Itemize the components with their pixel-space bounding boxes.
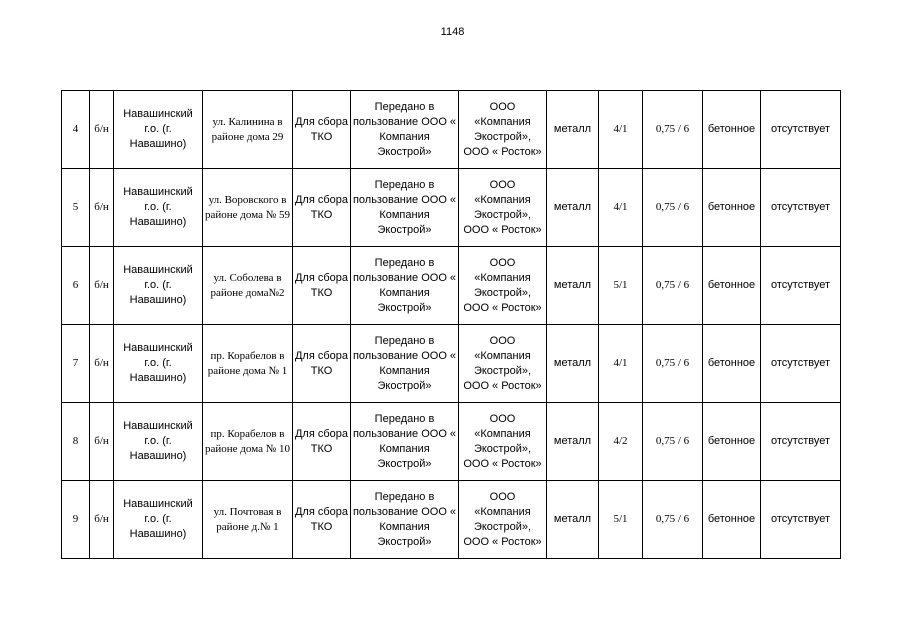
- volume-cell: 0,75 / 6: [643, 91, 703, 169]
- district-cell: Навашинский г.о. (г. Навашино): [114, 403, 203, 481]
- material-cell: металл: [547, 247, 599, 325]
- owner-cell: ООО «Компания Экострой», ООО « Росток»: [459, 481, 547, 559]
- material-cell: металл: [547, 169, 599, 247]
- district-cell: Навашинский г.о. (г. Навашино): [114, 169, 203, 247]
- address-cell: пр. Корабелов в районе дома № 1: [203, 325, 293, 403]
- surface-cell: бетонное: [703, 247, 761, 325]
- transfer-cell: Передано в пользование ООО « Компания Экострой»: [351, 169, 459, 247]
- material-cell: металл: [547, 481, 599, 559]
- containers-cell: 4/1: [599, 91, 643, 169]
- page-number: 1148: [440, 26, 465, 38]
- district-cell: Навашинский г.о. (г. Навашино): [114, 247, 203, 325]
- address-cell: ул. Почтовая в районе д.№ 1: [203, 481, 293, 559]
- row-number: 9: [62, 481, 90, 559]
- transfer-cell: Передано в пользование ООО « Компания Экострой»: [351, 91, 459, 169]
- surface-cell: бетонное: [703, 481, 761, 559]
- purpose-cell: Для сбора ТКО: [293, 403, 351, 481]
- fence-cell: отсутствует: [761, 91, 841, 169]
- row-bn: б/н: [90, 481, 114, 559]
- row-number: 7: [62, 325, 90, 403]
- containers-cell: 4/2: [599, 403, 643, 481]
- purpose-cell: Для сбора ТКО: [293, 247, 351, 325]
- transfer-cell: Передано в пользование ООО « Компания Экострой»: [351, 247, 459, 325]
- volume-cell: 0,75 / 6: [643, 325, 703, 403]
- containers-cell: 4/1: [599, 325, 643, 403]
- address-cell: пр. Корабелов в районе дома № 10: [203, 403, 293, 481]
- owner-cell: ООО «Компания Экострой», ООО « Росток»: [459, 403, 547, 481]
- purpose-cell: Для сбора ТКО: [293, 169, 351, 247]
- purpose-cell: Для сбора ТКО: [293, 325, 351, 403]
- row-bn: б/н: [90, 169, 114, 247]
- table-row: [62, 247, 841, 325]
- purpose-cell: Для сбора ТКО: [293, 481, 351, 559]
- purpose-cell: Для сбора ТКО: [293, 91, 351, 169]
- table-row: [62, 481, 841, 559]
- row-number: 4: [62, 91, 90, 169]
- surface-cell: бетонное: [703, 325, 761, 403]
- address-cell: ул. Воровского в районе дома № 59: [203, 169, 293, 247]
- volume-cell: 0,75 / 6: [643, 403, 703, 481]
- material-cell: металл: [547, 91, 599, 169]
- fence-cell: отсутствует: [761, 481, 841, 559]
- owner-cell: ООО «Компания Экострой», ООО « Росток»: [459, 325, 547, 403]
- transfer-cell: Передано в пользование ООО « Компания Экострой»: [351, 481, 459, 559]
- containers-cell: 4/1: [599, 169, 643, 247]
- surface-cell: бетонное: [703, 169, 761, 247]
- transfer-cell: Передано в пользование ООО « Компания Экострой»: [351, 403, 459, 481]
- address-cell: ул. Соболева в районе дома№2: [203, 247, 293, 325]
- owner-cell: ООО «Компания Экострой», ООО « Росток»: [459, 247, 547, 325]
- district-cell: Навашинский г.о. (г. Навашино): [114, 481, 203, 559]
- district-cell: Навашинский г.о. (г. Навашино): [114, 91, 203, 169]
- owner-cell: ООО «Компания Экострой», ООО « Росток»: [459, 169, 547, 247]
- fence-cell: отсутствует: [761, 169, 841, 247]
- containers-cell: 5/1: [599, 247, 643, 325]
- district-cell: Навашинский г.о. (г. Навашино): [114, 325, 203, 403]
- table-row: [62, 91, 841, 169]
- surface-cell: бетонное: [703, 91, 761, 169]
- material-cell: металл: [547, 325, 599, 403]
- fence-cell: отсутствует: [761, 403, 841, 481]
- volume-cell: 0,75 / 6: [643, 247, 703, 325]
- row-number: 8: [62, 403, 90, 481]
- waste-site-registry-table: [61, 90, 841, 559]
- row-bn: б/н: [90, 403, 114, 481]
- row-number: 5: [62, 169, 90, 247]
- table-row: [62, 169, 841, 247]
- material-cell: металл: [547, 403, 599, 481]
- row-bn: б/н: [90, 247, 114, 325]
- row-number: 6: [62, 247, 90, 325]
- volume-cell: 0,75 / 6: [643, 169, 703, 247]
- row-bn: б/н: [90, 325, 114, 403]
- surface-cell: бетонное: [703, 403, 761, 481]
- owner-cell: ООО «Компания Экострой», ООО « Росток»: [459, 91, 547, 169]
- table-row: [62, 403, 841, 481]
- volume-cell: 0,75 / 6: [643, 481, 703, 559]
- table-row: [62, 325, 841, 403]
- row-bn: б/н: [90, 91, 114, 169]
- transfer-cell: Передано в пользование ООО « Компания Экострой»: [351, 325, 459, 403]
- address-cell: ул. Калинина в районе дома 29: [203, 91, 293, 169]
- fence-cell: отсутствует: [761, 247, 841, 325]
- containers-cell: 5/1: [599, 481, 643, 559]
- fence-cell: отсутствует: [761, 325, 841, 403]
